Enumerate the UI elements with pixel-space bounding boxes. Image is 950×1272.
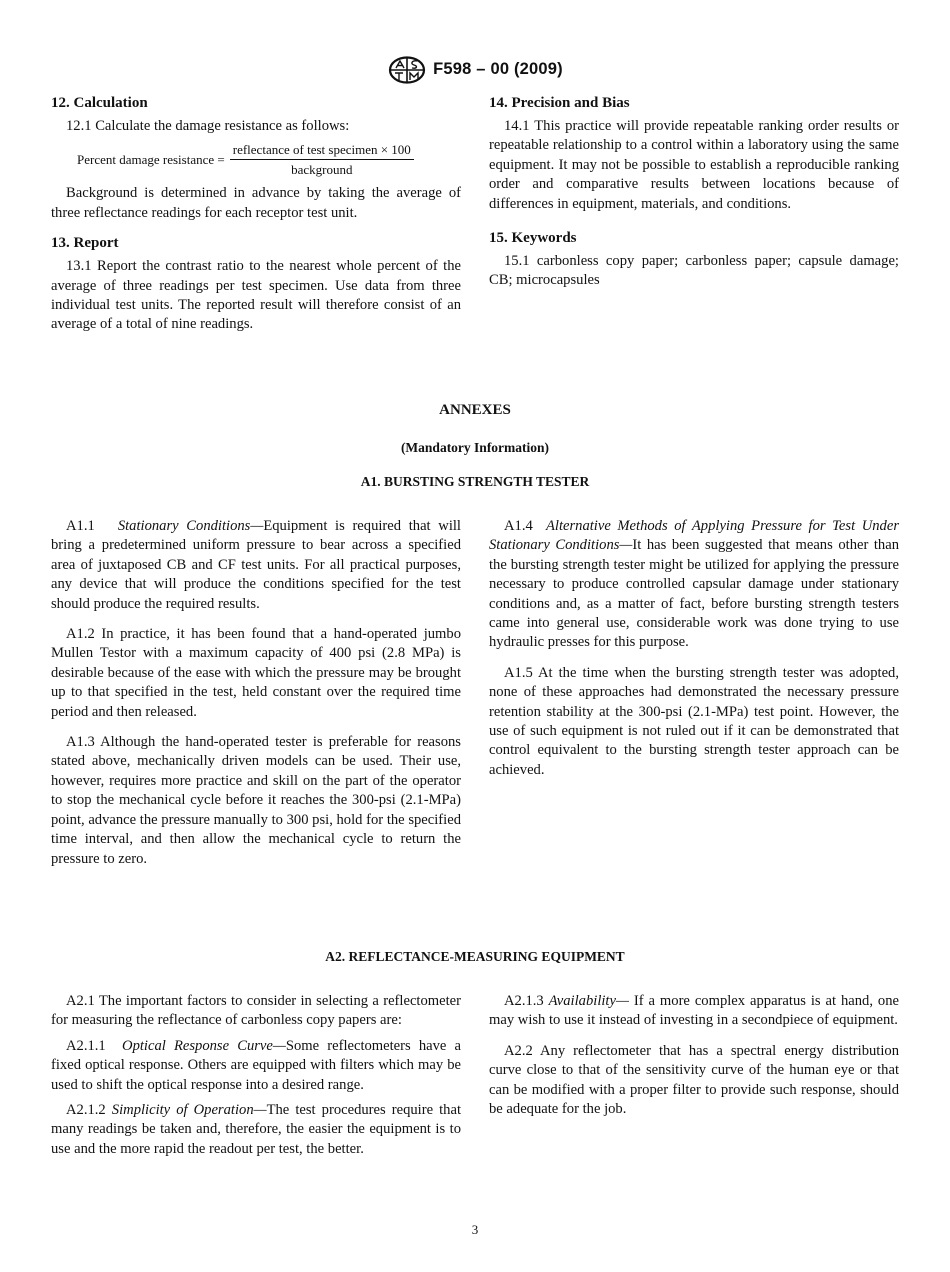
- formula-fraction: [230, 141, 414, 178]
- page-header: [0, 56, 950, 84]
- damage-resistance-formula: [77, 141, 461, 178]
- a2-1-1-text: Some reflectometers have a fixed optical response. Others are equipped with filters which may be used to shift the optical response into a desired range.: [51, 1037, 462, 1093]
- page-number: 3: [471, 1222, 479, 1237]
- section-14-1-text: 14.1 This practice will provide repeatable ranking order results or repeatable relationship to a control within a laboratory using the same equipment. It may not be possible to establish a reproducible ranking order and comparative results between locations because of differences in equipment, materials, and conditions.: [489, 118, 899, 212]
- top-left-column: [51, 93, 461, 335]
- section-13-1-text: 13.1 Report the contrast ratio to the nearest whole percent of the average of three readings per test specimen. Use data from three individual test units. The reported result will therefore consist of an average of a total of nine readings.: [51, 258, 461, 333]
- a1-1-text: Equipment is required that will bring a predetermined uniform pressure to bear across a specified area of juxtaposed CB and CF test units. For all practical purposes, any device that will produce the conditions specified for the test should produce the required results.: [51, 518, 461, 612]
- section-12-heading: 12. Calculation: [51, 95, 148, 111]
- a2-1-2-text: The test procedures require that many readings be taken and, therefore, the easier the equipment is to use and the more rapid the readout per test, the better.: [51, 1102, 461, 1157]
- a1-5-paragraph: A1.5 At the time when the bursting strength tester was adopted, none of these approaches had demonstrated the necessary pressure retention stability at the 300-psi (2.1-MPa) test point. However, the use of such equipment is not ruled out if it can be demonstrated that control equivalent to the bursting strength tester approach can be achieved.: [489, 664, 899, 778]
- annexes-title: ANNEXES: [439, 402, 511, 418]
- section-13-heading: 13. Report: [51, 235, 119, 252]
- a2-1-2-paragraph: [51, 1101, 461, 1159]
- annex-a1-title: A1. BURSTING STRENGTH TESTER: [360, 474, 590, 489]
- formula-numerator: reflectance of test specimen × 100: [230, 141, 414, 160]
- a1-left-column: [51, 517, 461, 869]
- a1-1-term: Stationary Conditions—: [117, 518, 264, 534]
- a2-1-3-paragraph: [489, 992, 899, 1031]
- section-15-heading: 15. Keywords: [489, 230, 577, 247]
- a2-2-paragraph: A2.2 Any reflectometer that has a spectral energy distribution curve close to that of the sensitivity curve of the human eye or that can be modified with a proper filter to provide such response, should be adequate for the job.: [489, 1042, 899, 1118]
- a1-2-paragraph: A1.2 In practice, it has been found that a hand-operated jumbo Mullen Testor with a maximum capacity of 400 psi (2.8 MPa) is desirable because of the ease with which the pressure may be brought up to that specified in the test, held constant over the required time period and then released.: [51, 626, 461, 720]
- a2-1-1-term: Optical Response Curve—: [122, 1037, 286, 1054]
- a2-1-3-text: If a more complex apparatus is at hand, one may wish to use it instead of investing in a secondpiece of equipment.: [489, 993, 899, 1029]
- a2-1-1-number: A2.1.1: [66, 1037, 106, 1054]
- top-right-column: [489, 93, 899, 291]
- a2-1-1-paragraph: [51, 1037, 461, 1095]
- a1-4-term: Alternative Methods of Applying Pressure for Test Under Stationary Conditions—: [489, 518, 900, 554]
- a1-4-text: It has been suggested that means other than the bursting strength tester might be utilized for applying the pressure necessary to produce controlled capsular damage under stationary conditions and, as a matter of fact, before bursting strength testers came into general use, considerable work was done trying to use hydraulic presses for this purpose.: [489, 537, 899, 651]
- a2-1-3-number: A2.1.3: [504, 993, 544, 1009]
- a1-1-paragraph: [51, 517, 461, 614]
- section-15-1-text: 15.1 carbonless copy paper; carbonless paper; capsule damage; CB; microcapsules: [489, 253, 899, 289]
- annex-a2-title: A2. REFLECTANCE-MEASURING EQUIPMENT: [325, 949, 625, 964]
- document-designation: F598 – 00 (2009): [433, 60, 563, 79]
- a2-1-2-number: A2.1.2: [66, 1102, 106, 1119]
- a2-1-2-term: Simplicity of Operation—: [111, 1102, 267, 1119]
- a1-1-number: A1.1: [66, 518, 95, 534]
- a2-left-column: [51, 992, 461, 1159]
- section-12-background-text: Background is determined in advance by taking the average of three reflectance readings for each receptor test unit.: [51, 185, 461, 221]
- astm-logo-icon: [387, 56, 427, 84]
- a2-1-paragraph: A2.1 The important factors to consider in selecting a reflectometer for measuring the reflectance of carbonless copy papers are:: [51, 993, 461, 1029]
- a1-3-paragraph: A1.3 Although the hand-operated tester is preferable for reasons stated above, mechanically driven models can be used. Their use, however, requires more practice and skill on the part of the operator to stop the mechanical cycle before it reaches the 300-psi (2.1-MPa) point, advance the pressure manually to 300 psi, hold for the specified time interval, and then allow the mechanical cycle to return the pressure to zero.: [51, 734, 461, 867]
- a1-4-number: A1.4: [504, 518, 533, 534]
- a1-right-column: [489, 517, 899, 780]
- annexes-subtitle: (Mandatory Information): [400, 440, 550, 455]
- section-14-heading: 14. Precision and Bias: [489, 95, 630, 111]
- formula-denominator: background: [291, 162, 353, 178]
- formula-lhs: Percent damage resistance =: [77, 152, 225, 168]
- section-12-1-text: 12.1 Calculate the damage resistance as follows:: [66, 118, 350, 134]
- a2-right-column: [489, 992, 899, 1119]
- a1-4-paragraph: [489, 517, 899, 653]
- a2-1-3-term: Availability—: [548, 993, 629, 1009]
